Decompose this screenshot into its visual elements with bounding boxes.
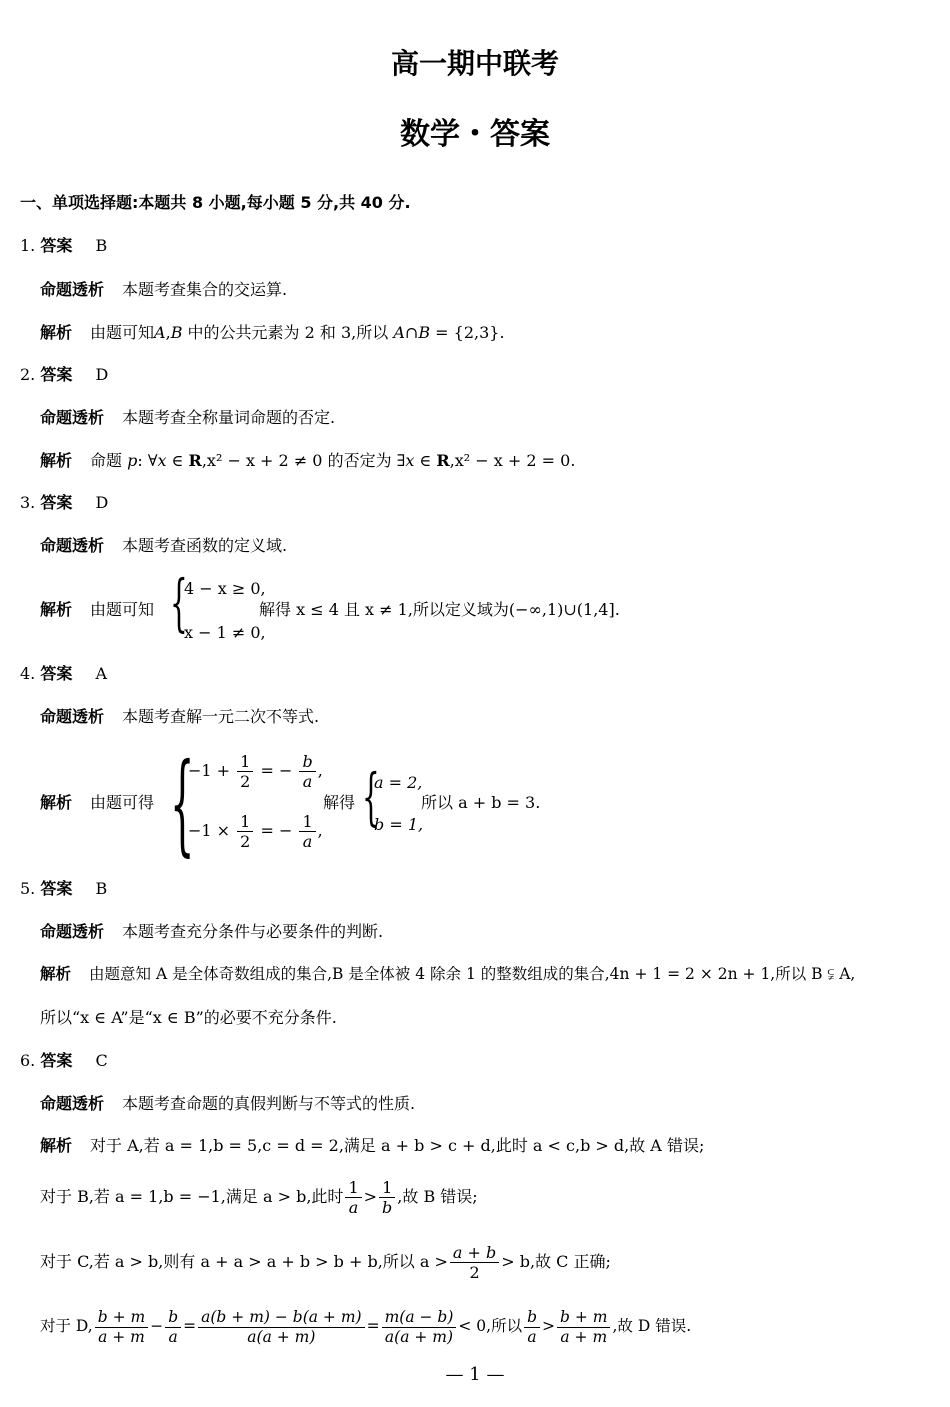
q4-eq-text: = − bbox=[260, 821, 293, 841]
solution-label: 解析 bbox=[40, 1136, 73, 1155]
q5-answer-line bbox=[20, 881, 107, 897]
q6-sol-text: < 0,所以 bbox=[458, 1317, 523, 1336]
analysis-label: 命题透析 bbox=[40, 1094, 105, 1113]
denominator: a bbox=[348, 1198, 359, 1218]
q4-eq-text: −1 + bbox=[188, 761, 231, 781]
q2-sol-text: : ∀ bbox=[137, 451, 158, 470]
analysis-label: 命题透析 bbox=[40, 280, 105, 299]
q6-sol-text: 对于 B,若 a = 1,b = −1,满足 a > b,此时 bbox=[40, 1187, 344, 1207]
fraction bbox=[379, 1178, 395, 1217]
q4-analysis: 本题考查解一元二次不等式. bbox=[122, 707, 320, 726]
q4-mid-text: 解得 bbox=[323, 793, 356, 812]
fraction bbox=[524, 1308, 540, 1346]
numerator: a(b + m) − b(a + m) bbox=[198, 1308, 364, 1328]
fraction bbox=[95, 1308, 148, 1346]
q2-sol-text: ,x² − x + 2 = 0. bbox=[449, 451, 576, 470]
q4-number: 4. bbox=[20, 664, 36, 683]
q1-analysis: 本题考查集合的交运算. bbox=[122, 280, 288, 299]
q4-eq-text: = − bbox=[260, 761, 293, 781]
section-heading: 一、单项选择题:本题共 8 小题,每小题 5 分,共 40 分. bbox=[20, 193, 411, 212]
q4-post-text: 所以 a + b = 3. bbox=[421, 793, 541, 812]
solution-label: 解析 bbox=[40, 793, 73, 812]
numerator: b + m bbox=[95, 1308, 148, 1328]
q6-answer: C bbox=[95, 1051, 108, 1070]
answer-label: 答案 bbox=[40, 365, 73, 384]
q5-solution-line-2: 所以“x ∈ A”是“x ∈ B”的必要不充分条件. bbox=[40, 1008, 337, 1027]
q5-analysis: 本题考查充分条件与必要条件的判断. bbox=[122, 922, 384, 941]
q2-sol-var: p bbox=[127, 451, 138, 470]
denominator: 2 bbox=[240, 832, 251, 852]
q2-answer: D bbox=[95, 365, 109, 384]
q2-sol-var: x bbox=[405, 451, 415, 470]
answer-label: 答案 bbox=[40, 879, 73, 898]
answer-label: 答案 bbox=[40, 493, 73, 512]
q6-number: 6. bbox=[20, 1051, 36, 1070]
q1-sol-var: B bbox=[418, 323, 431, 342]
numerator: 1 bbox=[379, 1178, 395, 1198]
numerator: m(a − b) bbox=[382, 1308, 457, 1328]
q6-solution-line-b bbox=[40, 1178, 478, 1217]
q2-number: 2. bbox=[20, 365, 36, 384]
q3-solution-line bbox=[40, 602, 154, 618]
q1-sol-text: 中的公共元素为 2 和 3,所以 bbox=[182, 323, 394, 342]
q6-answer-line bbox=[20, 1053, 108, 1069]
q2-sol-text: 命题 bbox=[90, 451, 128, 470]
q6-sol-text: 对于 C,若 a > b,则有 a + a > a + b > b + b,所以 a > bbox=[40, 1252, 448, 1272]
q6-sol-text: = bbox=[366, 1317, 380, 1336]
q3-answer-line bbox=[20, 495, 108, 511]
q6-analysis-line bbox=[40, 1096, 415, 1112]
analysis-label: 命题透析 bbox=[40, 408, 105, 427]
q2-analysis: 本题考查全称量词命题的否定. bbox=[122, 408, 336, 427]
solution-label: 解析 bbox=[40, 965, 72, 983]
q4-answer-line bbox=[20, 666, 107, 682]
left-brace-icon: { bbox=[170, 739, 195, 867]
answer-label: 答案 bbox=[40, 1051, 73, 1070]
fraction bbox=[382, 1308, 457, 1346]
denominator: a bbox=[168, 1327, 178, 1346]
left-brace-icon: { bbox=[170, 566, 188, 639]
numerator: b bbox=[299, 752, 315, 772]
q1-answer: B bbox=[95, 236, 108, 255]
q4-eq-text: , bbox=[317, 821, 323, 841]
page-title: 高一期中联考 bbox=[390, 47, 559, 80]
q6-sol-a: 对于 A,若 a = 1,b = 5,c = d = 2,满足 a + b > c + d,此时 a < c,b > d,故 A 错误; bbox=[90, 1136, 705, 1155]
q4-solution-line bbox=[40, 795, 154, 811]
solution-label: 解析 bbox=[40, 323, 73, 342]
analysis-label: 命题透析 bbox=[40, 707, 105, 726]
q1-answer-line bbox=[20, 238, 107, 254]
q6-sol-text: = bbox=[183, 1317, 197, 1336]
solution-label: 解析 bbox=[40, 600, 73, 619]
q3-condition-2: x − 1 ≠ 0, bbox=[184, 623, 266, 642]
q6-sol-text: − bbox=[150, 1317, 164, 1336]
q1-sol-text: ∩ bbox=[404, 323, 419, 342]
q1-analysis-line bbox=[40, 282, 287, 298]
q1-number: 1. bbox=[20, 236, 36, 255]
q4-eq-text: −1 × bbox=[188, 821, 231, 841]
q6-sol-text: ,故 D 错误. bbox=[612, 1317, 692, 1336]
q4-sol-text: 由题可得 bbox=[90, 793, 155, 812]
q2-sol-var: x bbox=[157, 451, 167, 470]
fraction bbox=[237, 812, 253, 851]
q1-sol-text: 由题可知 bbox=[90, 323, 155, 342]
fraction bbox=[299, 812, 315, 851]
q5-answer: B bbox=[95, 879, 108, 898]
q4-result-1: a = 2, bbox=[374, 773, 423, 792]
q6-solution-line-a bbox=[40, 1138, 704, 1154]
page-number: — 1 — bbox=[445, 1364, 505, 1385]
q1-solution-line bbox=[40, 325, 505, 341]
fraction bbox=[345, 1178, 361, 1217]
q3-number: 3. bbox=[20, 493, 36, 512]
q4-answer: A bbox=[95, 664, 108, 683]
q6-solution-line-c bbox=[40, 1243, 611, 1282]
q6-sol-text: > bbox=[542, 1317, 556, 1336]
analysis-label: 命题透析 bbox=[40, 922, 105, 941]
denominator: a bbox=[302, 772, 313, 792]
q4-analysis-line bbox=[40, 709, 319, 725]
numerator: b bbox=[524, 1308, 540, 1328]
q4-equation-1 bbox=[188, 752, 323, 791]
left-brace-icon: { bbox=[362, 760, 380, 833]
denominator: 2 bbox=[240, 772, 251, 792]
q2-analysis-line bbox=[40, 410, 335, 426]
q4-result-2: b = 1, bbox=[374, 815, 424, 834]
denominator: 2 bbox=[469, 1263, 480, 1283]
numerator: 1 bbox=[299, 812, 315, 832]
numerator: 1 bbox=[237, 812, 253, 832]
fraction bbox=[557, 1308, 610, 1346]
q6-sol-text: > b,故 C 正确; bbox=[501, 1252, 611, 1272]
fraction bbox=[198, 1308, 364, 1346]
q5-solution-line bbox=[40, 967, 855, 983]
q1-sol-text: = {2,3}. bbox=[430, 323, 505, 342]
denominator: a + m bbox=[98, 1327, 145, 1346]
numerator: 1 bbox=[345, 1178, 361, 1198]
q1-sol-var: B bbox=[170, 323, 183, 342]
q3-analysis: 本题考查函数的定义域. bbox=[122, 536, 288, 555]
numerator: a + b bbox=[450, 1243, 499, 1263]
q6-sol-text: 对于 D, bbox=[40, 1317, 93, 1336]
q4-equation-2 bbox=[188, 812, 323, 851]
denominator: b bbox=[382, 1198, 393, 1218]
q3-answer: D bbox=[95, 493, 109, 512]
q5-analysis-line bbox=[40, 924, 383, 940]
answer-label: 答案 bbox=[40, 236, 73, 255]
q3-condition-1: 4 − x ≥ 0, bbox=[184, 579, 266, 598]
q6-analysis: 本题考查命题的真假判断与不等式的性质. bbox=[122, 1094, 416, 1113]
fraction bbox=[299, 752, 315, 791]
q3-sol-text: 由题可知 bbox=[90, 600, 155, 619]
q6-solution-line-d bbox=[40, 1308, 691, 1346]
q2-sol-text: ∈ bbox=[166, 451, 189, 470]
q2-solution-line bbox=[40, 453, 575, 469]
solution-label: 解析 bbox=[40, 451, 73, 470]
denominator: a bbox=[302, 832, 313, 852]
fraction bbox=[237, 752, 253, 791]
q4-eq-text: , bbox=[317, 761, 323, 781]
q2-sol-set: R bbox=[188, 451, 202, 470]
q5-number: 5. bbox=[20, 879, 36, 898]
denominator: a bbox=[527, 1327, 537, 1346]
q3-sol-post: 解得 x ≤ 4 且 x ≠ 1,所以定义域为(−∞,1)∪(1,4]. bbox=[259, 600, 620, 619]
page-subtitle: 数学・答案 bbox=[400, 117, 550, 152]
fraction bbox=[450, 1243, 499, 1282]
fraction bbox=[165, 1308, 181, 1346]
numerator: b + m bbox=[557, 1308, 610, 1328]
analysis-label: 命题透析 bbox=[40, 536, 105, 555]
numerator: b bbox=[165, 1308, 181, 1328]
denominator: a + m bbox=[560, 1327, 608, 1346]
q6-sol-text: ,故 B 错误; bbox=[397, 1187, 478, 1207]
q6-sol-text: > bbox=[363, 1187, 378, 1207]
q1-sol-text: , bbox=[165, 323, 171, 342]
q2-sol-text: ,x² − x + 2 ≠ 0 的否定为 ∃ bbox=[201, 451, 406, 470]
q2-answer-line bbox=[20, 367, 108, 383]
q3-analysis-line bbox=[40, 538, 287, 554]
numerator: 1 bbox=[237, 752, 253, 772]
q2-sol-text: ∈ bbox=[414, 451, 437, 470]
q5-sol-text: 由题意知 A 是全体奇数组成的集合,B 是全体被 4 除余 1 的整数组成的集合,4n + 1 = 2 × 2n + 1,所以 B ⫋ A, bbox=[89, 965, 856, 983]
denominator: a(a + m) bbox=[384, 1327, 454, 1346]
q1-sol-var: A bbox=[154, 323, 166, 342]
q2-sol-set: R bbox=[436, 451, 450, 470]
answer-label: 答案 bbox=[40, 664, 73, 683]
q1-sol-var: A bbox=[393, 323, 405, 342]
denominator: a(a + m) bbox=[247, 1327, 316, 1346]
